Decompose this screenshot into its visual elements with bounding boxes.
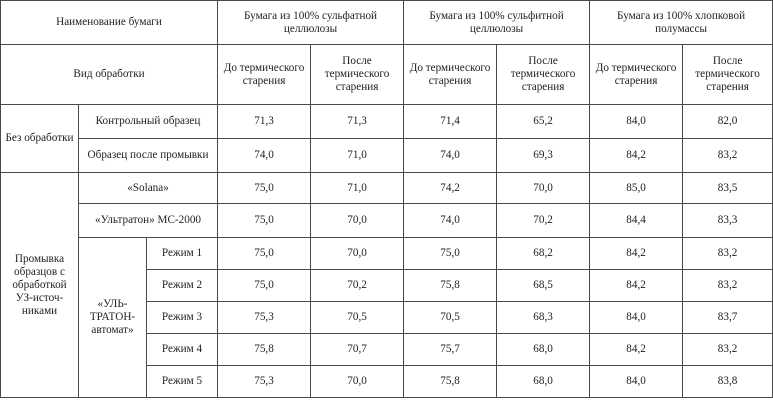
table-cell: 84,2 <box>590 334 683 366</box>
table-cell: 75,0 <box>218 173 311 204</box>
table-cell: 83,7 <box>683 302 773 334</box>
table-cell: 83,2 <box>683 270 773 302</box>
group-header-cotton: Бумага из 100% хлопковой полумассы <box>590 1 773 45</box>
table-cell: 83,8 <box>683 366 773 398</box>
table-cell: 70,5 <box>404 302 497 334</box>
table-cell: 68,0 <box>497 366 590 398</box>
table-cell: 84,4 <box>590 204 683 238</box>
table-cell: 68,3 <box>497 302 590 334</box>
table-cell: 68,2 <box>497 238 590 270</box>
header-row-aging <box>1 45 773 105</box>
table-cell: 71,3 <box>218 105 311 139</box>
table-cell: 75,8 <box>404 366 497 398</box>
mode-label: Режим 1 <box>147 238 218 270</box>
table-row-mode-1 <box>1 238 773 270</box>
after-aging-header: После термического старения <box>683 45 773 105</box>
header-row-groups <box>1 1 773 45</box>
row-label: Образец после промывки <box>79 139 218 173</box>
table-cell: 74,2 <box>404 173 497 204</box>
table-cell: 70,2 <box>311 270 404 302</box>
treatment-type-header: Вид обработки <box>1 45 218 105</box>
before-aging-header: До термического старения <box>404 45 497 105</box>
table-cell: 71,0 <box>311 139 404 173</box>
table-cell: 75,8 <box>218 334 311 366</box>
table-cell: 84,2 <box>590 238 683 270</box>
table-cell: 83,2 <box>683 334 773 366</box>
table-cell: 84,2 <box>590 139 683 173</box>
table-cell: 70,0 <box>311 204 404 238</box>
table-row-washed <box>1 139 773 173</box>
table-cell: 83,3 <box>683 204 773 238</box>
table-cell: 83,2 <box>683 139 773 173</box>
mode-label: Режим 5 <box>147 366 218 398</box>
table-cell: 84,0 <box>590 302 683 334</box>
table-cell: 82,0 <box>683 105 773 139</box>
table-cell: 75,8 <box>404 270 497 302</box>
table-cell: 85,0 <box>590 173 683 204</box>
table-cell: 84,2 <box>590 270 683 302</box>
after-aging-header: После термического старения <box>311 45 404 105</box>
table-cell: 71,0 <box>311 173 404 204</box>
after-aging-header: После термического старения <box>497 45 590 105</box>
table-cell: 70,7 <box>311 334 404 366</box>
table-cell: 71,3 <box>311 105 404 139</box>
table-cell: 71,4 <box>404 105 497 139</box>
table-cell: 69,3 <box>497 139 590 173</box>
group-header-sulfate: Бумага из 100% сульфатной целлюлозы <box>218 1 404 45</box>
washing-group-label: Промывка образцов с обработкой УЗ-источ-никами <box>1 173 79 398</box>
paper-name-header: Наименование бумаги <box>1 1 218 45</box>
mode-label: Режим 4 <box>147 334 218 366</box>
table-cell: 74,0 <box>404 139 497 173</box>
table-cell: 84,0 <box>590 105 683 139</box>
table-cell: 74,0 <box>404 204 497 238</box>
table-cell: 83,2 <box>683 238 773 270</box>
before-aging-header: До термического старения <box>218 45 311 105</box>
table-cell: 75,7 <box>404 334 497 366</box>
mode-label: Режим 3 <box>147 302 218 334</box>
no-treatment-label: Без обработки <box>1 105 79 173</box>
row-label: «Solana» <box>79 173 218 204</box>
row-label: «Ультратон» МС-2000 <box>79 204 218 238</box>
before-aging-header: До термического старения <box>590 45 683 105</box>
table-cell: 65,2 <box>497 105 590 139</box>
table-cell: 74,0 <box>218 139 311 173</box>
group-header-sulfite: Бумага из 100% сульфитной целлюлозы <box>404 1 590 45</box>
table-cell: 70,2 <box>497 204 590 238</box>
table-cell: 75,0 <box>218 238 311 270</box>
table-cell: 70,0 <box>497 173 590 204</box>
table-cell: 70,5 <box>311 302 404 334</box>
table-cell: 83,5 <box>683 173 773 204</box>
table-row-solana <box>1 173 773 204</box>
table-cell: 84,0 <box>590 366 683 398</box>
table-cell: 75,3 <box>218 302 311 334</box>
table-row-ultraton <box>1 204 773 238</box>
table-cell: 70,0 <box>311 238 404 270</box>
mode-label: Режим 2 <box>147 270 218 302</box>
table-cell: 75,0 <box>404 238 497 270</box>
row-label: Контрольный образец <box>79 105 218 139</box>
table-cell: 68,5 <box>497 270 590 302</box>
table-row-control <box>1 105 773 139</box>
automat-label: «УЛЬ-ТРАТОН-автомат» <box>79 238 147 398</box>
table-cell: 75,3 <box>218 366 311 398</box>
table-cell: 68,0 <box>497 334 590 366</box>
table-cell: 70,0 <box>311 366 404 398</box>
table-cell: 75,0 <box>218 270 311 302</box>
table-cell: 75,0 <box>218 204 311 238</box>
